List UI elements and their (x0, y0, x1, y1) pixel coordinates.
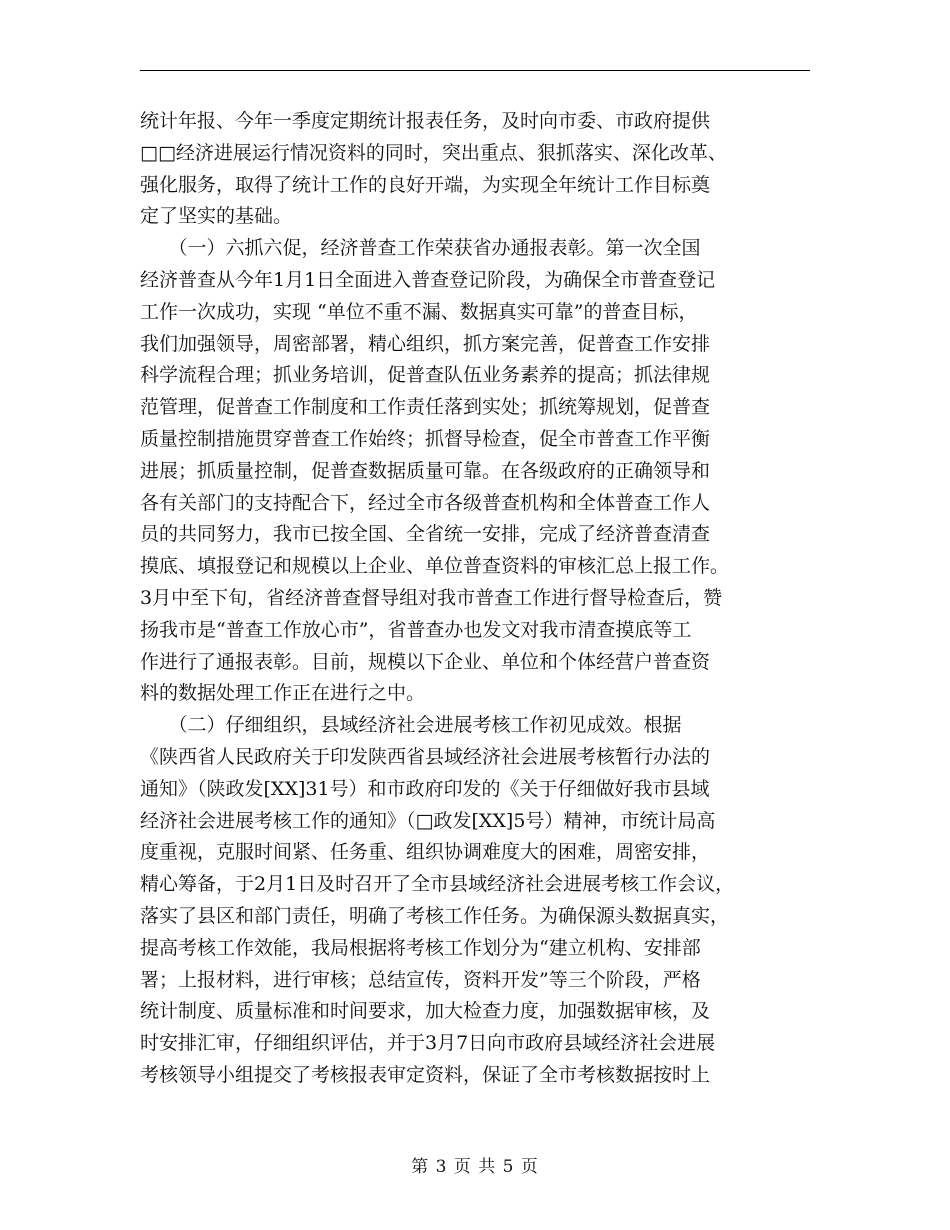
text-line: 度重视，克服时间紧、任务重、组织协调难度大的困难，周密安排， (140, 841, 711, 864)
header-rule (140, 70, 810, 71)
text-line: 精心筹备，于2月1日及时召开了全市县域经济社会进展考核工作会议， (140, 873, 735, 896)
text-line: （一）六抓六促，经济普查工作荣获省办通报表彰。第一次全国 (140, 237, 701, 260)
text-line: 时安排汇审，仔细组织评估，并于3月7日向市政府县域经济社会进展 (140, 1032, 716, 1055)
text-line: 经济社会进展考核工作的通知》（□政发[XX]5号）精神，市统计局高 (140, 809, 716, 832)
text-line: 科学流程合理；抓业务培训，促普查队伍业务素养的提高；抓法律规 (140, 364, 711, 387)
text-line: 质量控制措施贯穿普查工作始终；抓督导检查，促全市普查工作平衡 (140, 427, 711, 450)
text-line: 《陕西省人民政府关于印发陕西省县域经济社会进展考核暂行办法的 (140, 745, 711, 768)
text-line: 我们加强领导，周密部署，精心组织，抓方案完善，促普查工作安排 (140, 332, 711, 355)
text-line: 提高考核工作效能，我局根据将考核工作划分为“建立机构、安排部 (140, 936, 701, 959)
page-number-footer: 第 3 页 共 5 页 (411, 1157, 539, 1177)
body-text (140, 106, 820, 1092)
text-line: 统计年报、今年一季度定期统计报表任务，及时向市委、市政府提供 (140, 110, 711, 132)
text-line: 摸底、填报登记和规模以上企业、单位普查资料的审核汇总上报工作。 (140, 555, 730, 578)
text-line: 署；上报材料，进行审核；总结宣传，资料开发”等三个阶段，严格 (140, 968, 701, 991)
text-line: 料的数据处理工作正在进行之中。 (140, 682, 426, 705)
text-line: （二）仔细组织，县域经济社会进展考核工作初见成效。根据 (140, 714, 682, 737)
text-line: 工作一次成功，实现 “单位不重不漏、数据真实可靠”的普查目标， (140, 300, 698, 323)
text-line: 各有关部门的支持配合下，经过全市各级普查机构和全体普查工作人 (140, 491, 711, 514)
text-line: 落实了县区和部门责任，明确了考核工作任务。为确保源头数据真实， (140, 904, 730, 927)
text-line: □□经济进展运行情况资料的同时，突出重点、狠抓落实、深化改革、 (140, 141, 727, 164)
text-line: 定了坚实的基础。 (140, 205, 293, 228)
text-line: 经济普查从今年1月1日全面进入普查登记阶段，为确保全市普查登记 (140, 268, 716, 291)
text-line: 范管理，促普查工作制度和工作责任落到实处；抓统筹规划，促普查 (140, 396, 711, 419)
text-line: 员的共同努力，我市已按全国、全省统一安排，完成了经济普查清查 (140, 523, 711, 546)
text-line: 扬我市是“普查工作放心市”，省普查办也发文对我市清查摸底等工 (140, 618, 692, 641)
text-line: 进展；抓质量控制，促普查数据质量可靠。在各级政府的正确领导和 (140, 459, 711, 482)
text-line: 统计制度、质量标准和时间要求，加大检查力度，加强数据审核，及 (140, 1000, 711, 1023)
text-line: 考核领导小组提交了考核报表审定资料，保证了全市考核数据按时上 (140, 1063, 711, 1086)
text-line: 作进行了通报表彰。目前，规模以下企业、单位和个体经营户普查资 (140, 650, 711, 673)
text-line: 强化服务，取得了统计工作的良好开端，为实现全年统计工作目标奠 (140, 173, 711, 196)
text-line: 3月中至下旬，省经济普查督导组对我市普查工作进行督导检查后，赞 (140, 586, 723, 609)
text-line: 通知》（陕政发[XX]31号）和市政府印发的《关于仔细做好我市县域 (140, 777, 710, 800)
